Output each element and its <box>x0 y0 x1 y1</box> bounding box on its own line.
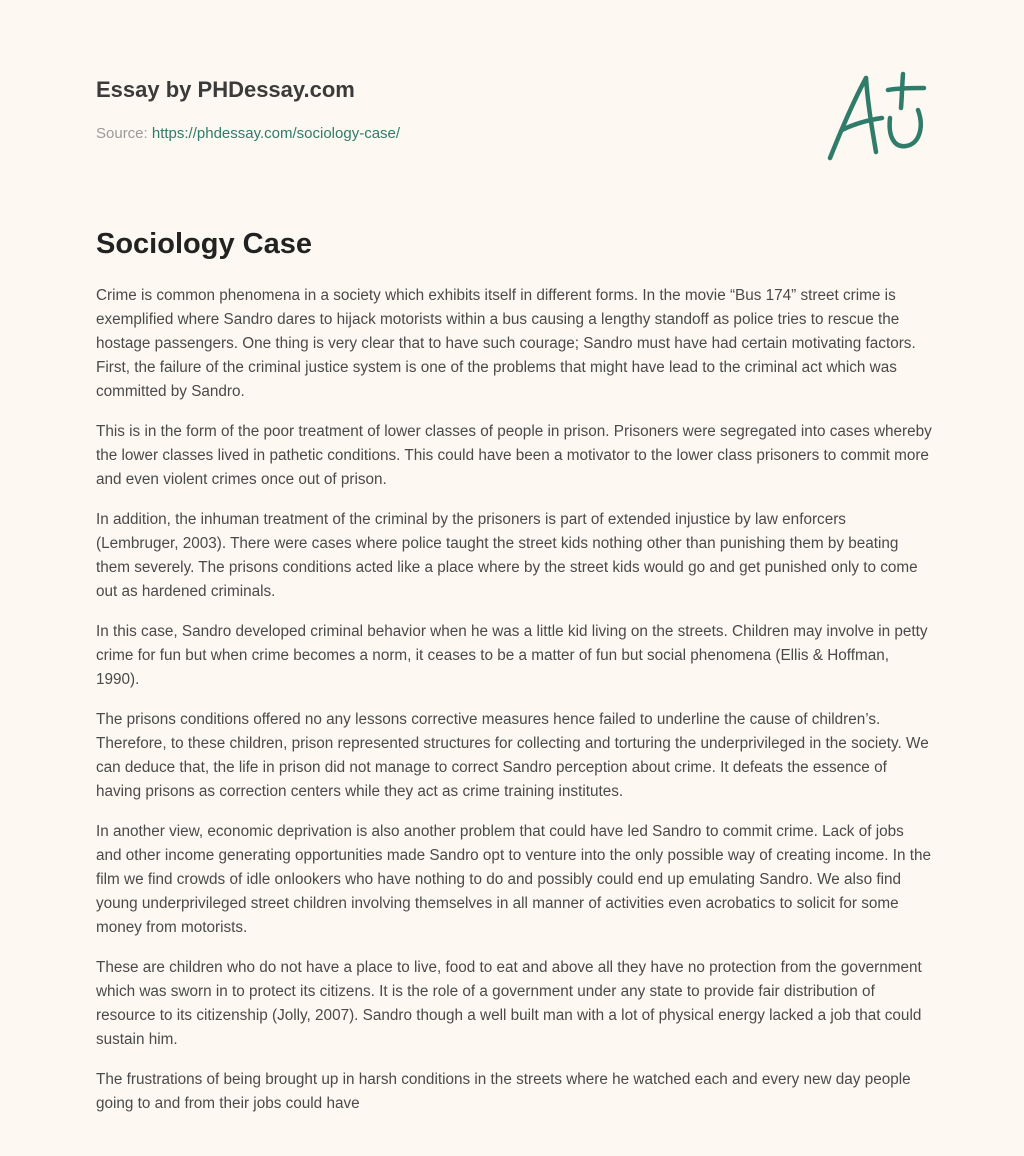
source-line <box>96 124 796 144</box>
a-plus-grade-icon <box>820 66 930 166</box>
essay-paragraph: The prisons conditions offered no any lessons corrective measures hence failed to underline the cause of children’s. Therefore, to these children, prison represented structures for collecting and torturing the underprivileged in the society. We can deduce that, the life in prison did not manage to correct Sandro perception about crime. It defeats the essence of having prisons as correction centers while they act as crime training institutes. <box>96 711 929 800</box>
essay-paragraph: These are children who do not have a place to live, food to eat and above all they have no protection from the government which was sworn in to protect its citizens. It is the role of a government under any state to provide fair distribution of resource to its citizenship (Jolly, 2007). Sandro though a well built man with a lot of physical energy lacked a job that could sustain him. <box>96 959 922 1048</box>
site-title: Essay by PHDessay.com <box>96 77 355 102</box>
essay-paragraph: In another view, economic deprivation is also another problem that could have led Sandro to commit crime. Lack of jobs and other income generating opportunities made Sandro opt to venture into the only possible way of creating income. In the film we find crowds of idle onlookers who have nothing to do and possibly could end up emulating Sandro. We also find young underprivileged street children involving themselves in all manner of activities even acrobatics to solicit for some money from motorists. <box>96 823 932 936</box>
essay-paragraph: In addition, the inhuman treatment of the criminal by the prisoners is part of extended injustice by law enforcers (Lembruger, 2003). There were cases where police taught the street kids nothing other than punishing them by beating them severely. The prisons conditions acted like a place where by the street kids would go and get punished only to come out as hardened criminals. <box>96 511 918 600</box>
essay-paragraph: This is in the form of the poor treatment of lower classes of people in prison. Prisoners were segregated into cases whereby the lower classes lived in pathetic conditions. This could have been a motivator to the lower class prisoners to commit more and even violent crimes once out of prison. <box>96 423 932 488</box>
essay-paragraph: Crime is common phenomena in a society which exhibits itself in different forms. In the movie “Bus 174” street crime is exemplified where Sandro dares to hijack motorists within a bus causing a lengthy standoff as police tries to rescue the hostage passengers. One thing is very clear that to have such courage; Sandro must have had certain motivating factors. First, the failure of the criminal justice system is one of the problems that might have lead to the criminal act which was committed by Sandro. <box>96 287 916 400</box>
page-header <box>96 76 796 144</box>
source-label: Source: <box>96 125 148 142</box>
essay-paragraph: The frustrations of being brought up in harsh conditions in the streets where he watched each and every new day people going to and from their jobs could have <box>96 1071 911 1112</box>
essay-body <box>96 284 932 1132</box>
essay-paragraph: In this case, Sandro developed criminal behavior when he was a little kid living on the streets. Children may involve in petty crime for fun but when crime becomes a norm, it ceases to be a matter of fun but social phenomena (Ellis & Hoffman, 1990). <box>96 623 928 688</box>
source-link[interactable]: https://phdessay.com/sociology-case/ <box>151 125 401 142</box>
essay-title: Sociology Case <box>96 228 312 260</box>
